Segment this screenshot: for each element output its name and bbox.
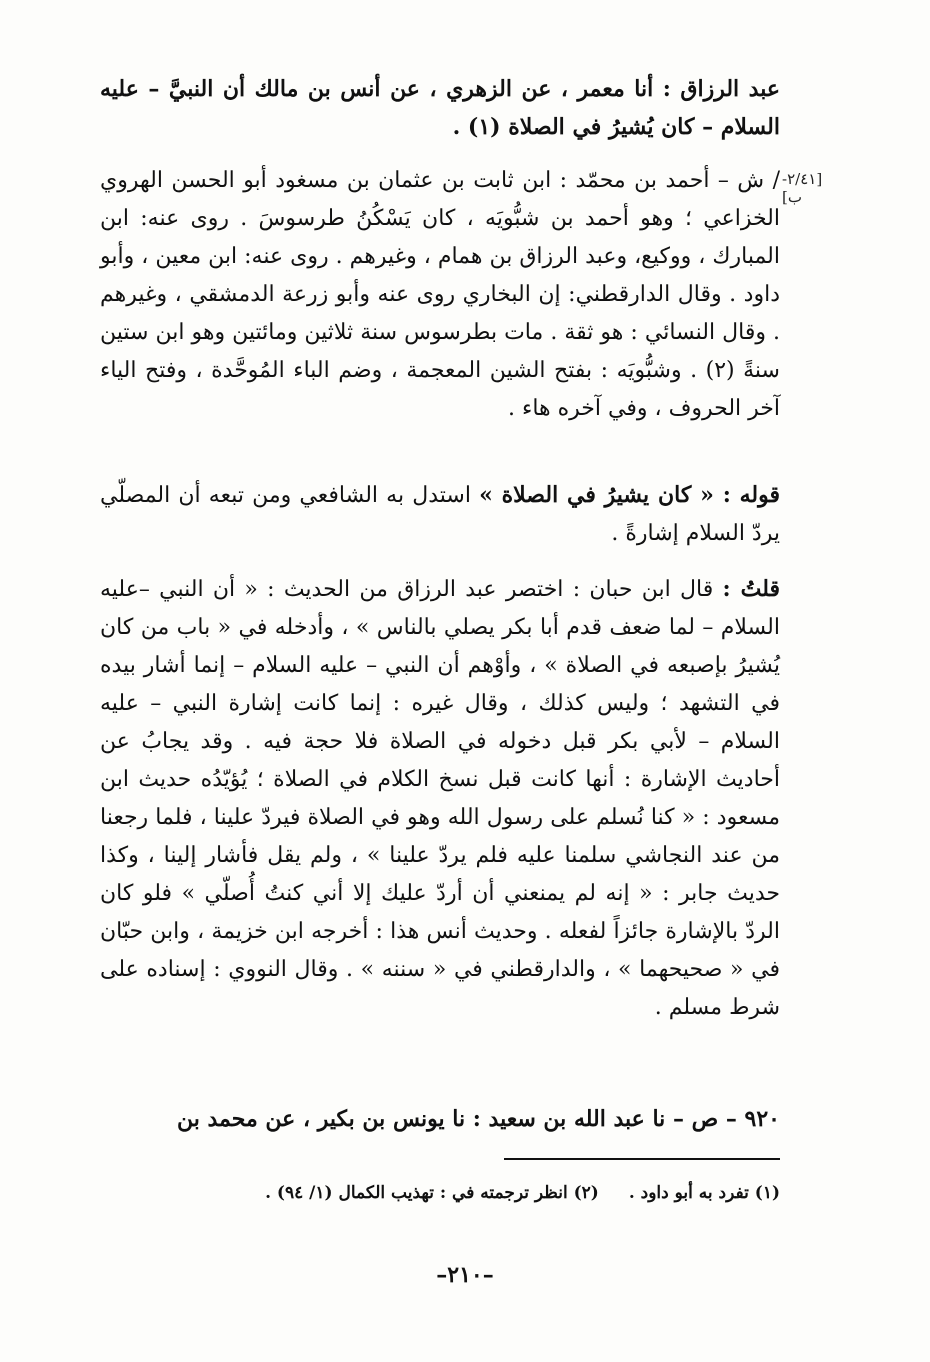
commentary-block [100,162,780,428]
qultu-rest: قال ابن حبان : اختصر عبد الرزاق من الحديث : « أن النبي –عليه السلام – لما ضعف قدم أبا بكر يصلي بالناس » ، وأدخله في « باب من كان يُشيرُ بإصبعه في الصلاة » ، وأوْهم أن النبي – عليه السلام – إنما أشار بيده في التشهد ؛ وليس كذلك ، وقال غيره : إنما كانت إشارة النبي – عليه السلام – لأبي بكر قبل دخوله في الصلاة فلا حجة فيه . وقد يجابُ عن أحاديث الإشارة : أنها كانت قبل نسخ الكلام في الصلاة ؛ يُؤيّدُه حديث ابن مسعود : « كنا نُسلم على رسول الله وهو في الصلاة فيردّ علينا ، فلما رجعنا من عند النجاشي سلمنا عليه فلم يردّ علينا » ، ولم يقل فأشار إلينا ، وكذا حديث جابر : « إنه لم يمنعني أن أردّ عليك إلا أني كنتُ أُصلّي » فلو كان الردّ بالإشارة جائزاً لفعله . وحديث أنس هذا : أخرجه ابن خزيمة ، وابن حبّان في « صحيحهما » ، والدارقطني في « سننه » . وقال النووي : إسناده على شرط مسلم . [100,577,780,1020]
hadith-920-block [100,1100,780,1138]
qultu-lead: قلتُ : [722,576,781,602]
page-number: –٢١٠– [436,1262,494,1288]
commentary-block-3 [100,570,780,1027]
qawluhu-paragraph [100,476,780,553]
manuscript-folio-reference: [٢/٤١-ب] [782,170,823,206]
hadith-920-text: ٩٢٠ – ص – نا عبد الله بن سعيد : نا يونس بن بكير ، عن محمد بن [176,1106,780,1132]
footnotes [100,1178,780,1208]
narrator-biography: / ش – أحمد بن محمّد : ابن ثابت بن عثمان بن مسغود أبو الحسن الهروي الخزاعي ؛ وهو أحمد بن شبُّويَه ، كان يَسْكُنُ طرسوسَ . روى عنه: ابن المبارك ، ووكيع، وعبد الرزاق بن همام ، وغيرهم . روى عنه: ابن معين ، وأبو داود . وقال الدارقطني: إن البخاري روى عنه وأبو زرعة الدمشقي ، وغيرهم . وقال النسائي : هو ثقة . مات بطرسوس سنة ثلاثين ومائتين وهو ابن ستين سنةً (٢) . وشبُّويَه : بفتح الشين المعجمة ، وضم الباء المُوحَّدة ، وفتح الياء آخر الحروف ، وفي آخره هاء . [100,168,780,421]
footnote-1: (١) تفرد به أبو داود . [628,1183,780,1203]
hadith-919-text: عبد الرزاق : أنا معمر ، عن الزهري ، عن أنس بن مالك أن النبيَّ – عليه السلام – كان يُشيرُ في الصلاة (١) . [100,76,780,140]
qultu-paragraph [100,570,780,1027]
main-text-top [100,70,780,146]
footnote-2: (٢) انظر ترجمته في : تهذيب الكمال (١/ ٩٤) . [265,1183,599,1203]
qawluhu-rest: استدل به الشافعي ومن تبعه أن المصلّي يردّ السلام إشارةً . [100,483,780,546]
footnote-divider [504,1158,780,1160]
qawluhu-lead: قوله : « كان يشيرُ في الصلاة » [479,482,780,508]
commentary-block-2 [100,476,780,553]
